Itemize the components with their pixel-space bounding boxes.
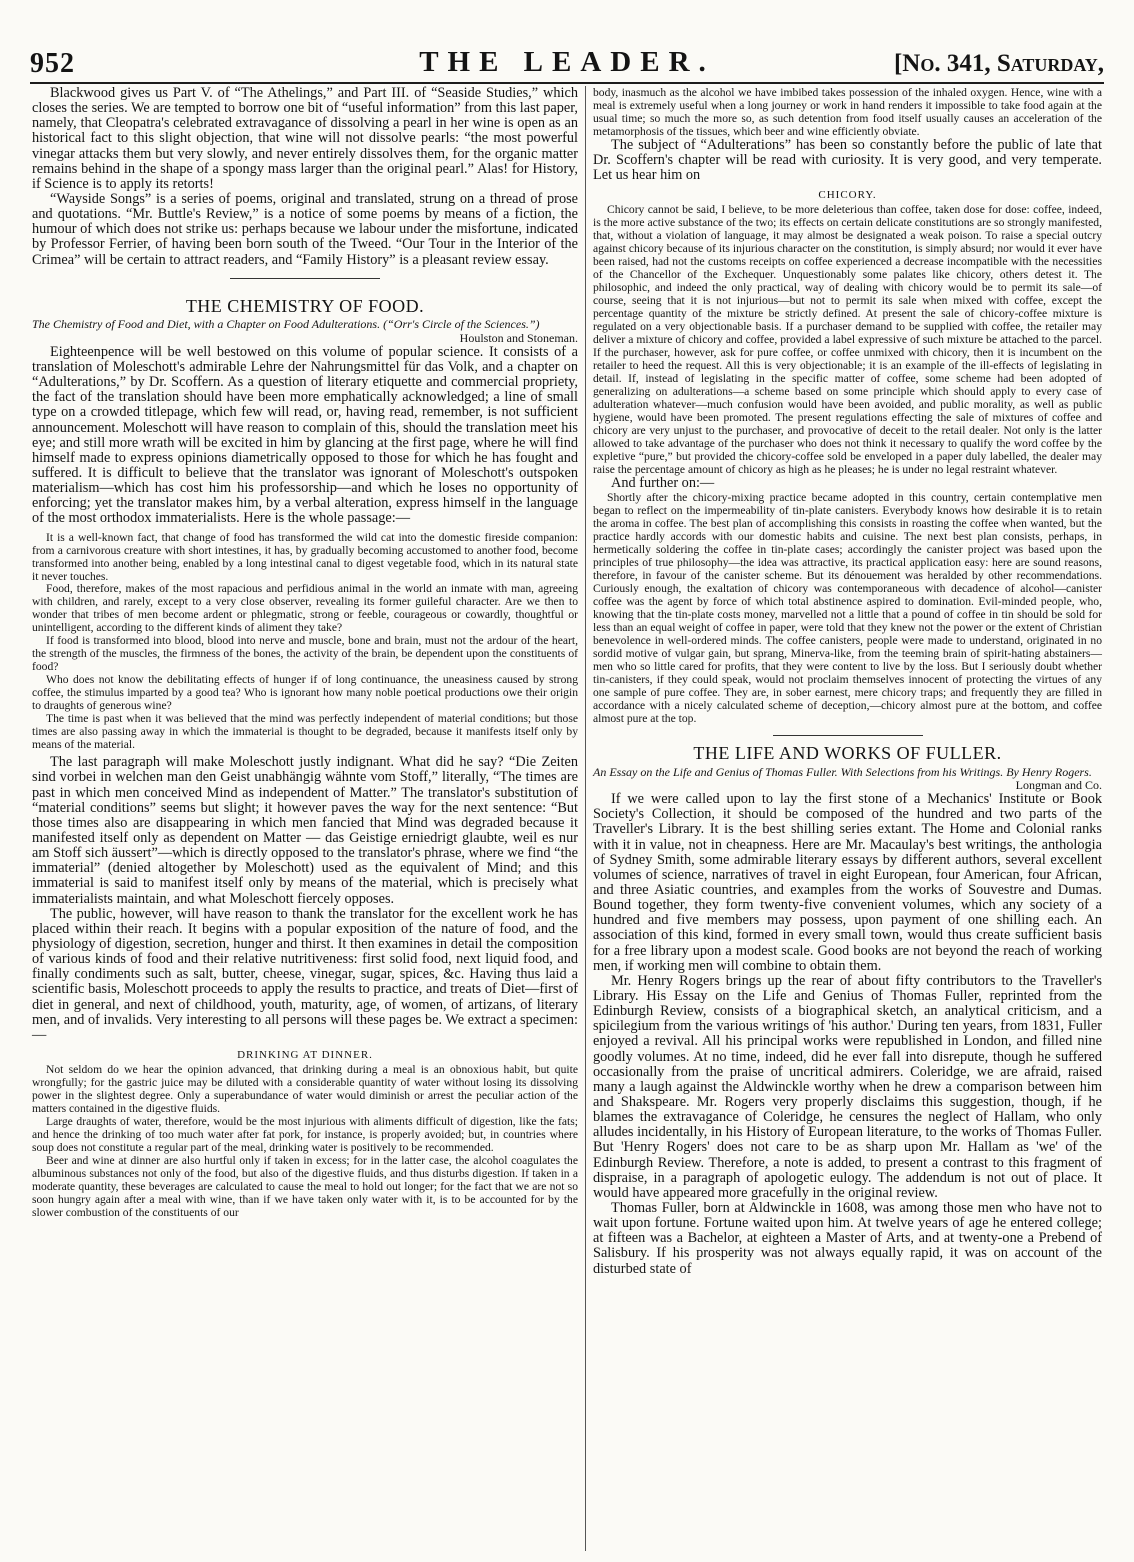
article-paragraph: Eighteenpence will be well bestowed on this volume of popular science. It consists of a translation of Moleschott's admirable Lehre der Nahrungsmittel für das Volk, and a chapter on “Adulterations,” by Dr. Scoffern. As a question of literary etiquette and commercial propriety, the fact of the translation should have been more emphatically acknowledged; a line of small type on a crowded titlepage, which few will read, or, having read, remember, is not sufficient announcement. Moleschott will have reason to complain of this, should the translation meet his eye; and still more wrath will be excited in him by glancing at the first page, where he will find himself made to express opinions diametrically opposed to those for which he has fought and suffered. It is difficult to believe that the translator was ignorant of Moleschott's outspoken materialism—which has cost him his professorship—and which he loses no opportunity of enforcing; yet the translator makes him, by a verbal alteration, express himself in the language of the most orthodox immaterialists. Here is the whole passage:— <box>32 343 578 527</box>
article-paragraph: The public, however, will have reason to thank the translator for the excellent work he has placed within their reach. It begins with a popular exposition of the nature of food, and the physiology of digestion, secretion, hunger and thirst. It then examines in detail the composition of various kinds of food and their relative nutritiveness: first solid food, next liquid food, and finally condiments such as salt, butter, cheese, vinegar, sugar, spices, &c. Having thus laid a scientific basis, Moleschott proceeds to apply the results to practice, and treats of Diet—first of diet in general, and next of childhood, youth, maturity, age, of women, of artizans, of literary men, and of invalids. Very interesting to all persons will these pages be. We extract a specimen:— <box>32 905 578 1043</box>
article-paragraph: The subject of “Adulterations” has been so constantly before the public of late that Dr. Scoffern's chapter will be read with curiosity. It is very good, and very temperate. Let us hear him on <box>593 136 1102 184</box>
quoted-extract: Chicory cannot be said, I believe, to be more deleterious than coffee, taken dose for dose: coffee, indeed, is the more active substance of the two; its effects on certain delicate constitutions are so strongly manifested, that, without a violation of language, it may almost be designated a weak poison. To raise a special outcry against chicory because of its injurious character on the constitution, is simply absurd; nor would it ever have been raised, had not the customs receipts on coffee experienced a decrease incompatible with the necessities of the Chancellor of the Exchequer. Unquestionably some palates like chicory, others detest it. The philosophic, and indeed the only practical, way of dealing with chicory would be to permit its sale—of course, seeing that it is not injurious—but not to permit its sale when mixed with coffee, except the percentage quantity of the mixture be strictly defined. At present the sale of chicory-coffee mixture is regulated on a very objectionable basis. If a purchaser demand to be supplied with coffee, the retailer may deliver a mixture of chicory and coffee, provided a label expressive of such mixture be attached to the parcel. If the purchaser, however, ask for pure coffee, or coffee unmixed with chicory, then it is incumbent on the retailer to heed the request. All this is very objectionable; it is an example of the ill-effects of legislating in detail. If, instead of legislating in the specific matter of coffee, some scheme had been adopted of generalizing on adulterations—a scheme based on some principle which should apply to every case of adulteration whatever—much confusion would have been avoided, and public morality, as well as public hygiene, would have been promoted. The present regulations effecting the sale of mixtures of coffee and chicory are very unjust to the purchaser, and provocative of deceit to the retail dealer. Not only is the latter allowed to take advantage of the purchaser who does not think it necessary to qualify the word coffee by the expletive “pure,” but provided the chicory-coffee sold be enveloped in a paper duly labelled, the dealer may raise the percentage amount of chicory as high as he pleases; he is under no legal restraint whatever. <box>593 203 1102 477</box>
quoted-extract: Large draughts of water, therefore, would be the most injurious with aliments difficult of digestion, like the fats; and hence the drinking of too much water after fat pork, for instance, is properly avoided; but, in countries where soup does not constitute a regular part of the meal, drinking water is positively to be recommended. <box>32 1114 578 1154</box>
issue-label: [No. 341, Saturday, <box>893 50 1104 77</box>
publisher: Longman and Co. <box>1015 777 1102 792</box>
book-subtitle: The Chemistry of Food and Diet, with a Chapter on Food Adulterations. (“Orr's Circle of the Sciences.”) Houlston and Stoneman. <box>32 317 578 345</box>
quoted-extract: Shortly after the chicory-mixing practice became adopted in this country, certain contemplative men began to reflect on the impermeability of tin-plate canisters. Everybody knows how desirable it is to retain the aroma in coffee. The best plan of accomplishing this consists in roasting the coffee when wanted, but the practice hardly accords with our domestic habits and cuisine. The next best plan consists, perhaps, in hermetically soldering the coffee in tin-plate cases; accordingly the canister project was based upon the principles of true philosophy—the idea was attractive, its practical application easy: here are sound reasons, therefore, in favour of the canister scheme. But its dénouement was heralded by other recommendations. Curiously enough, the exaltation of chicory was contemporaneous with decadence of alcohol—canister coffee was the agent by force of which total abstinence aspired to domination. Evil-minded people, who, knowing that the tin-plate costs money, marvelled not a little that a pound of coffee in tin should be sold for less than an equal weight of coffee in paper, were told that they knew not the power or the extent of Christian benevolence in well-ordered minds. The coffee canisters, people were made to understand, originated in no sordid motive of vulgar gain, but sprang, Minerva-like, from the teeming brain of spirit-hating abstainers—men who so little cared for profits, that they were content to live by the loss. But I seriously doubt whether tin-canisters, if they could speak, would not proclaim themselves innocent of protecting the virtues of any one sample of pure coffee. They are, in sober earnest, mere chicory traps; and frequently they are filled in accordance with a nicely calculated scheme of deception,—chicory almost pure at the bottom, and coffee almost pure at the top. <box>593 491 1102 725</box>
article-heading: THE CHEMISTRY OF FOOD. <box>185 295 425 316</box>
extract-caption: CHICORY. <box>818 189 877 202</box>
extract-caption: DRINKING AT DINNER. <box>237 1048 373 1061</box>
quoted-extract: Not seldom do we hear the opinion advanced, that drinking during a meal is an obnoxious habit, but quite wrongfully; for the gastric juice may be diluted with a considerable quantity of water without losing its dissolving power in the slightest degree. Only a superabundance of water would diminish or arrest the peculiar action of the matters contained in the digestive fluids. <box>32 1063 578 1115</box>
header-rule <box>30 82 1104 84</box>
article-paragraph: Thomas Fuller, born at Aldwinckle in 1608, was among those men who have not to wait upon fortune. Fortune waited upon him. At twelve years of age he entered college; at fifteen was a Bachelor, at eighteen a Master of Arts, and at twenty-one a Prebend of Salisbury. If his prosperity was not always equally rapid, it was on account of the disturbed state of <box>593 1199 1102 1277</box>
article-heading: THE LIFE AND WORKS OF FULLER. <box>693 742 1002 763</box>
left-column <box>32 86 578 1219</box>
quoted-extract: Who does not know the debilitating effects of hunger if of long continuance, the uneasiness caused by strong coffee, the stimulus imparted by a good tea? Who is ignorant how many noble poetical productions owe their origin to draughts of generous wine? <box>32 673 578 713</box>
newspaper-title: THE LEADER. <box>419 46 715 78</box>
quoted-extract: If food is transformed into blood, blood into nerve and muscle, bone and brain, must not the ardour of the heart, the strength of the muscles, the firmness of the bones, the activity of the brain, be dependent upon the constituents of food? <box>32 634 578 674</box>
quoted-extract: Beer and wine at dinner are also hurtful only if taken in excess; for in the latter case, the alcohol coagulates the albuminous substances not only of the food, but also of the digestive fluids, and thus disturbs digestion. If taken in a moderate quantity, these beverages are calculated to cause the meal to hold out longer; for the fact that we are not so soon hungry again after a meal with wine, than if we have taken only water with it, is to be accounted for by the slower combustion of the constituents of our <box>32 1153 578 1219</box>
article-paragraph: Mr. Henry Rogers brings up the rear of about fifty contributors to the Traveller's Library. His Essay on the Life and Genius of Thomas Fuller, reprinted from the Edinburgh Review, consists of a biographical sketch, an analytical criticism, and a spicilegium from the various writings of 'his author.' During ten years, from 1831, Fuller enjoyed a revival. All his principal works were republished in London, and filled nine goodly volumes. At no time, indeed, did he ever fall into disrepute, though he suffered occasionally from the praise of uncritical admirers. Coleridge, we are afraid, raised many a laugh against the Aldwinckle worthy when he drew a comparison between him and Shakspeare. Mr. Rogers very properly disclaims this suggestion, though, if he blames the extravagance of Coleridge, he censures the neglect of Hallam, who only alludes incidentally, in his History of European literature, to the works of Thomas Fuller. But 'Henry Rogers' does not care to be as sharp upon Mr. Hallam as 'we' of the Edinburgh Review. Therefore, a note is added, to present a contrast to this fragment of dispraise, in a paragraph of apologetic eulogy. The addendum is not out of place. It would have appeared more gracefully in the original review. <box>593 972 1102 1201</box>
book-subtitle: An Essay on the Life and Genius of Thomas Fuller. With Selections from his Writings. By Henry Rogers. Longman and Co. <box>593 764 1102 792</box>
article-paragraph: The last paragraph will make Moleschott justly indignant. What did he say? “Die Zeiten sind vorbei in welchen man den Geist unabhängig wähnte vom Stoff,” literally, “The times are past in which men conceived Mind as independent of Matter.” The translator's substitution of “material conditions” seems but slight; it however paves the way for the next sentence: “But those times also are disappearing in which men fancied that Mind was degraded because it manifested itself only as dependent on Matter — das Geistige erniedrigt glaubte, weil es nur am Stoff sich äussert”—which is directly opposed to the translator's phrase, where we find “the immaterial” (denied altogether by Moleschott) used as the equivalent of Mind; and this immaterial is said to manifest itself only by means of the material, which is precisely what immaterialists maintain, and what Moleschott fiercely opposes. <box>32 754 578 907</box>
intro-paragraph: “Wayside Songs” is a series of poems, original and translated, strung on a thread of prose and quotations. “Mr. Buttle's Review,” is a notice of some poems by means of a fiction, the humour of which does not strike us: perhaps because we labour under the misfortune, indicated by Professor Ferrier, of having been born south of the Tweed. “Our Tour in the Interior of the Crimea” will be certain to attract readers, and “Family History” is a pleasant review essay. <box>32 190 578 268</box>
right-column <box>593 86 1102 1277</box>
quoted-extract: The time is past when it was believed that the mind was perfectly independent of material conditions; but those times are also passing away in which the immaterial is thought to be degraded, because it manifests itself only by means of the material. <box>32 712 578 752</box>
article-paragraph: If we were called upon to lay the first stone of a Mechanics' Institute or Book Society's Collection, it should be composed of the hundred and two parts of the Traveller's Library. It is the best shilling series extant. The Home and Colonial ranks with it in value, not in cheapness. Here are Mr. Macaulay's best writings, the anthologia of Sydney Smith, some admirable literary essays by different authors, several excellent volumes of science, narratives of travel in eight European, four American, four African, and three Asiatic countries, and examples from the works of Souvestre and Dumas. Bound together, they form twenty-five convenient volumes, which any society of a hundred and five members may possess, upon payment of one shilling each. An association of this kind, formed in every small town, would thus create sufficient basis for a free library upon a modest scale. Good books are not beyond the reach of working men, if working men will combine to obtain them. <box>593 791 1102 974</box>
publisher: Houlston and Stoneman. <box>459 330 578 345</box>
intro-paragraph: Blackwood gives us Part V. of “The Athelings,” and Part III. of “Seaside Studies,” which closes the series. We are tempted to borrow one bit of “useful information” from this last paper, namely, that Cleopatra's celebrated extravagance of dissolving a pearl in her wine is open as an historical fact to this slight objection, that wine will not dissolve pearls: “the most powerful vinegar attacks them but very slowly, and never entirely dissolves them, for the organic matter remains behind in the shape of a spongy mass larger than the original pearl.” Alas! for History, if Science is to apply its retorts! <box>32 85 578 192</box>
column-divider <box>585 86 586 1551</box>
quoted-extract: body, inasmuch as the alcohol we have imbibed takes possession of the inhaled oxygen. Hence, wine with a meal is extremely useful when a long journey or work in hand renders it impossible to take food again at the usual time; so much the more so, as such detention from food itself usually causes an acceleration of the metamorphosis of the tissues, which beer and wine efficiently obviate. <box>593 86 1102 138</box>
article-paragraph: And further on:— <box>611 475 715 492</box>
section-rule <box>773 735 923 736</box>
page-number: 952 <box>30 48 75 79</box>
section-rule <box>230 278 380 279</box>
quoted-extract: Food, therefore, makes of the most rapacious and perfidious animal in the world an inmate with man, agreeing with children, and rarely, except to a very close observer, revealing its former guileful character. Are we then to wonder that tribes of men become ardent or phlegmatic, strong or feeble, courageous or cowardly, thoughtful or unintelligent, according to the different kinds of aliment they take? <box>32 582 578 635</box>
quoted-extract: It is a well-known fact, that change of food has transformed the wild cat into the domestic fireside companion: from a carnivorous creature with short intestines, it has, by gradually becoming accustomed to another food, become transformed into another being, enabled by a long intestinal canal to digest vegetable food, which in its natural state it never touches. <box>32 530 578 583</box>
